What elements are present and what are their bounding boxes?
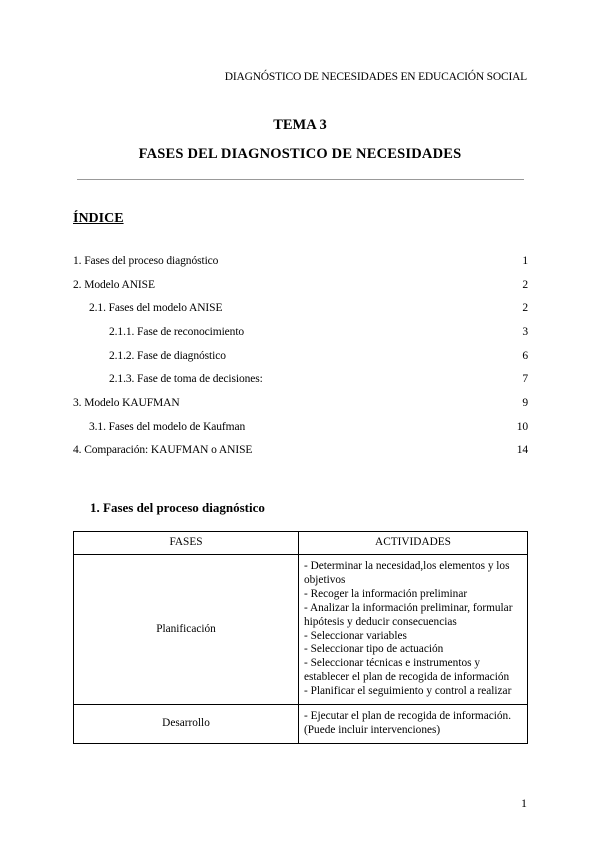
toc-entry-text: 2.1.3. Fase de toma de decisiones: [109,373,263,385]
toc-entry[interactable] [73,279,528,295]
toc-entry-page: 14 [516,444,528,456]
toc-entry[interactable] [73,350,528,366]
toc-entry[interactable] [73,444,528,460]
table-row [74,705,528,744]
toc-entry[interactable] [73,255,528,271]
page-number: 1 [521,796,527,810]
toc-entry-text: 1. Fases del proceso diagnóstico [73,255,219,267]
activity-item: - Seleccionar tipo de actuación [304,643,444,656]
table-row [74,555,528,705]
toc-entry-page: 6 [522,350,528,362]
toc-entry-page: 7 [522,373,528,385]
toc-entry-text: 2.1.1. Fase de reconocimiento [109,326,245,338]
running-header: DIAGNÓSTICO DE NECESIDADES EN EDUCACIÓN SOCIAL [224,71,527,83]
activities-cell [299,555,528,705]
toc-entry[interactable] [73,326,528,342]
toc-entry-page: 10 [516,421,528,433]
activity-item: - Seleccionar variables [304,629,407,642]
toc-entry-page: 2 [522,279,528,291]
phase-cell: Desarrollo [74,705,299,744]
index-heading: ÍNDICE [73,211,124,226]
activity-item: - Planificar el seguimiento y control a realizar [304,685,512,698]
toc-entry-text: 3.1. Fases del modelo de Kaufman [89,421,246,433]
toc-entry[interactable] [73,373,528,389]
toc-entry[interactable] [73,302,528,318]
activity-item: - Determinar la necesidad,los elementos y los objetivos [304,560,510,586]
toc-entry-text: 4. Comparación: KAUFMAN o ANISE [73,444,253,456]
toc-entry-text: 2. Modelo ANISE [73,279,155,291]
section-heading: 1. Fases del proceso diagnóstico [90,500,265,515]
activities-cell [299,705,528,744]
toc-entry[interactable] [73,397,528,413]
activity-item: - Analizar la información preliminar, formular hipótesis y deducir consecuencias [304,601,513,628]
chapter-number: TEMA 3 [273,117,327,133]
toc-entry-page: 1 [522,255,528,267]
phase-cell: Planificación [74,555,299,705]
chapter-title: FASES DEL DIAGNOSTICO DE NECESIDADES [138,146,462,162]
title-divider [77,179,524,180]
activity-item: - Ejecutar el plan de recogida de información. (Puede incluir intervenciones) [304,710,512,736]
toc-entry-text: 2.1. Fases del modelo ANISE [89,302,223,314]
toc-entry-page: 3 [522,326,528,338]
column-header-fases: FASES [74,532,299,555]
toc-entry-page: 9 [522,397,528,409]
table-header-row [74,532,528,555]
toc-entry-text: 2.1.2. Fase de diagnóstico [109,350,226,362]
toc-entry-text: 3. Modelo KAUFMAN [73,397,180,409]
toc-entry[interactable] [73,421,528,437]
phases-table [73,531,528,744]
activity-item: - Seleccionar técnicas e instrumentos y establecer el plan de recogida de información [304,657,510,684]
column-header-actividades: ACTIVIDADES [299,532,528,555]
toc-entry-page: 2 [522,302,528,314]
activity-item: - Recoger la información preliminar [304,587,468,600]
